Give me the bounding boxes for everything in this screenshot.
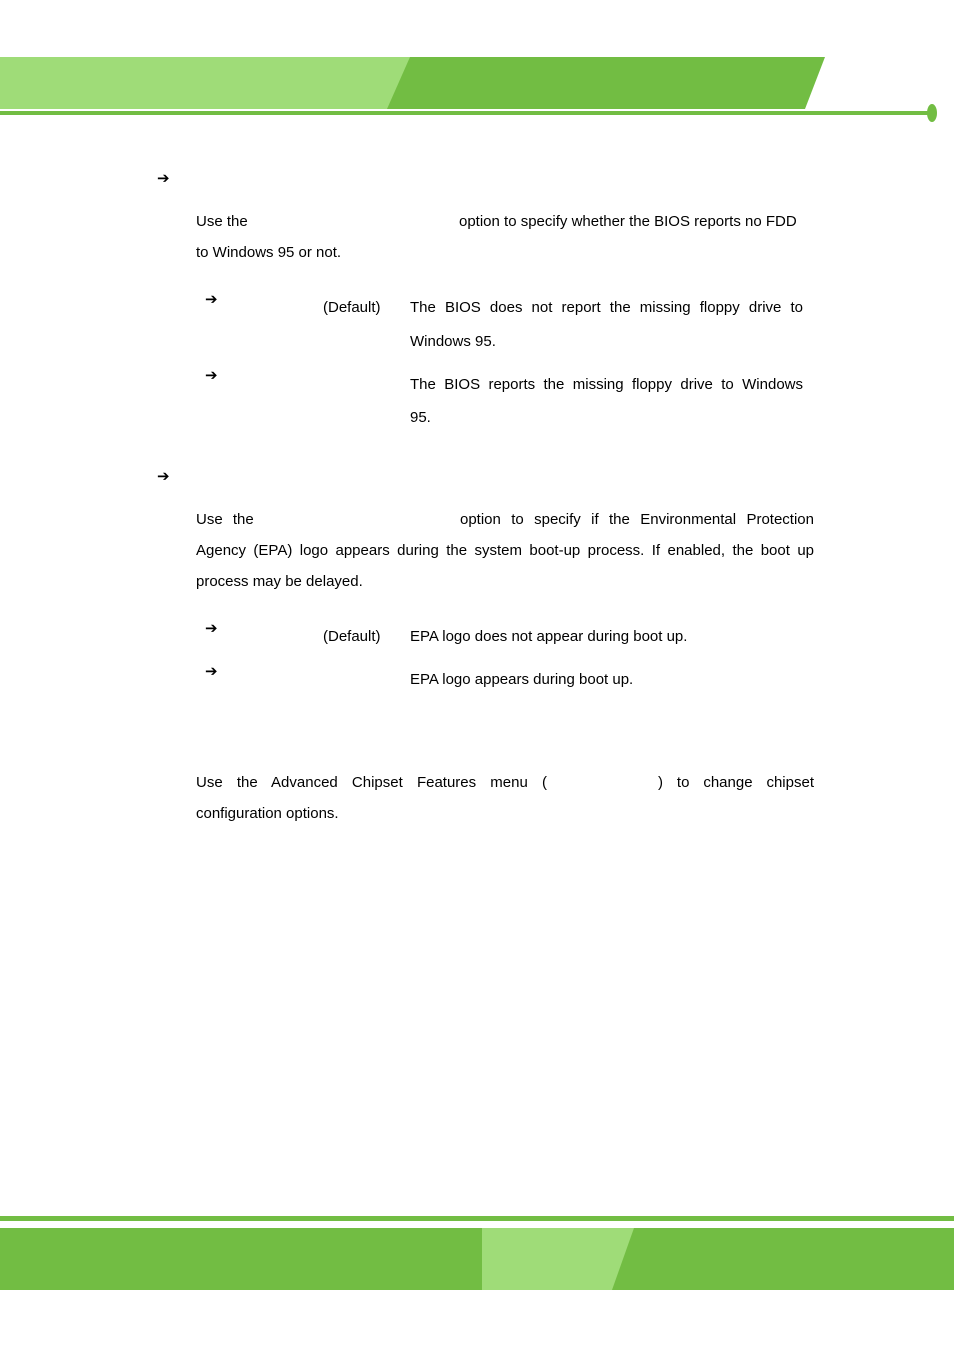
header-rule xyxy=(0,111,932,115)
option-description-line1: The BIOS does not report the missing floppy drive to xyxy=(410,299,803,316)
fdd-description-start: Use the xyxy=(196,213,248,230)
option-description-line1: The BIOS reports the missing floppy drive to Windows xyxy=(410,376,803,393)
arrow-right-icon: ➔ xyxy=(205,366,218,384)
fdd-description-end: option to specify whether the BIOS reports no FDD xyxy=(459,213,797,230)
epa-description-line2: Agency (EPA) logo appears during the system boot-up process. If enabled, the boot up xyxy=(196,542,814,559)
epa-description-line3: process may be delayed. xyxy=(196,573,363,590)
option-description-line2: Windows 95. xyxy=(410,333,496,350)
epa-description-start: Use the xyxy=(196,511,254,528)
arrow-right-icon: ➔ xyxy=(205,619,218,637)
chipset-description-start: Use the Advanced Chipset Features menu ( xyxy=(196,774,547,791)
option-description-line1: EPA logo appears during boot up. xyxy=(410,671,634,688)
epa-description-end: option to specify if the Environmental Protection xyxy=(460,511,814,528)
arrow-right-icon: ➔ xyxy=(157,169,170,187)
footer-rule xyxy=(0,1216,954,1221)
fdd-description-line2: to Windows 95 or not. xyxy=(196,244,342,261)
arrow-right-icon: ➔ xyxy=(157,467,170,485)
arrow-right-icon: ➔ xyxy=(205,290,218,308)
default-label: (Default) xyxy=(323,628,381,645)
chipset-description-line2: configuration options. xyxy=(196,805,339,822)
header-rule-end-dot xyxy=(927,104,937,122)
header-dark-green-shape xyxy=(0,57,954,109)
footer-light-green-shape xyxy=(0,1228,954,1290)
arrow-right-icon: ➔ xyxy=(205,662,218,680)
option-description-line2: 95. xyxy=(410,409,431,426)
option-description-line1: EPA logo does not appear during boot up. xyxy=(410,628,688,645)
default-label: (Default) xyxy=(323,299,381,316)
chipset-description-end: ) to change chipset xyxy=(658,774,814,791)
